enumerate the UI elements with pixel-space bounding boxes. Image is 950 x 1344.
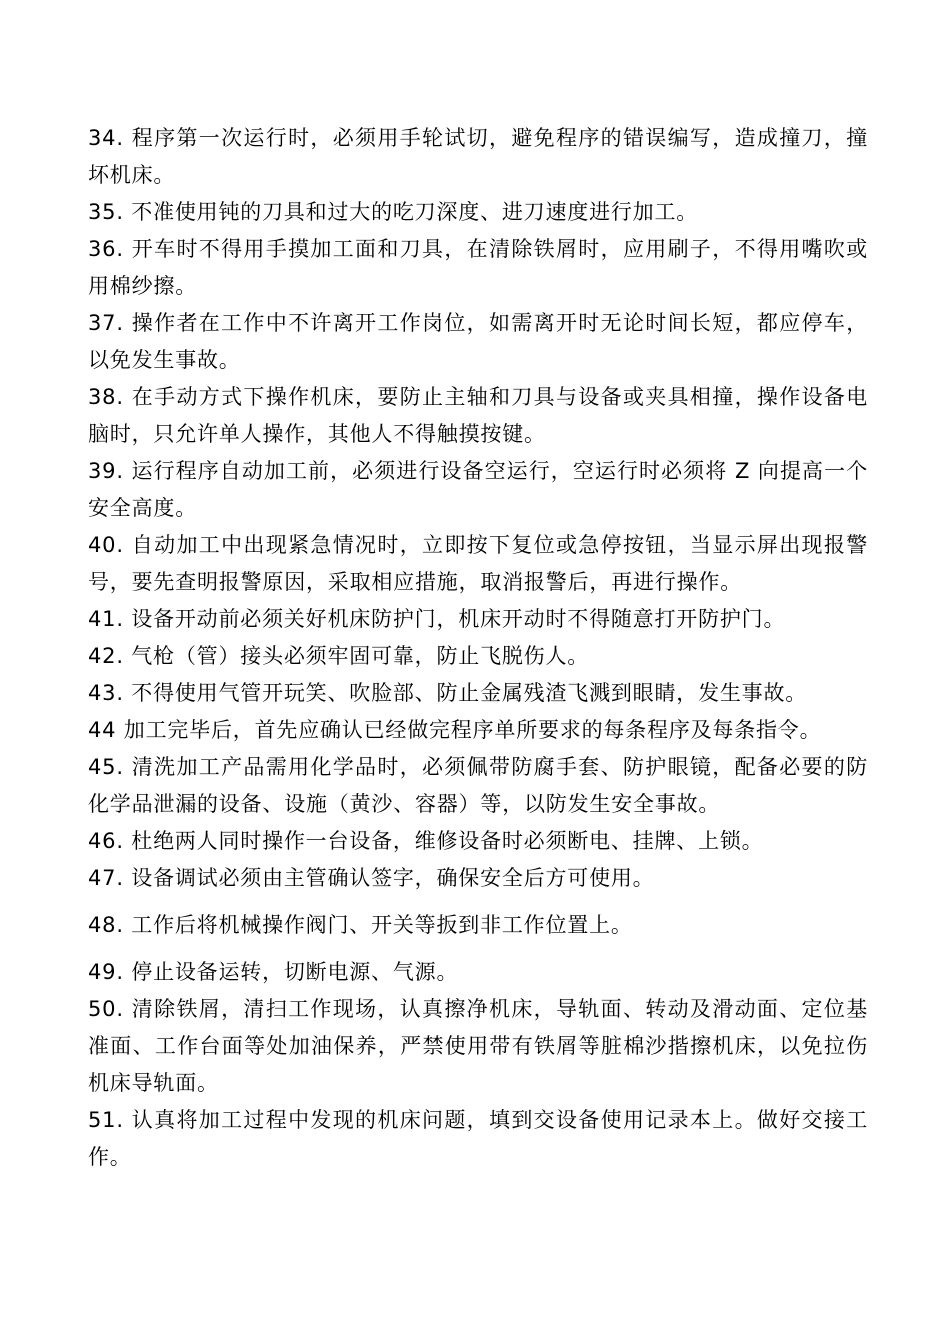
- rule-item-36: 36. 开车时不得用手摸加工面和刀具，在清除铁屑时，应用刷子，不得用嘴吹或用棉纱擦。: [88, 237, 868, 298]
- rule-item-46: 46. 杜绝两人同时操作一台设备，维修设备时必须断电、挂牌、上锁。: [88, 829, 764, 853]
- rule-item-50: 50. 清除铁屑，清扫工作现场，认真擦净机床，导轨面、转动及滑动面、定位基准面、工作台面等处加油保养，严禁使用带有铁屑等脏棉沙揩擦机床，以免拉伤机床导轨面。: [88, 997, 868, 1095]
- rule-item-40: 40. 自动加工中出现紧急情况时，立即按下复位或急停按钮，当显示屏出现报警号，要先查明报警原因，采取相应措施，取消报警后，再进行操作。: [88, 533, 868, 594]
- rule-item-41: 41. 设备开动前必须关好机床防护门，机床开动时不得随意打开防护门。: [88, 607, 786, 631]
- rule-item-37: 37. 操作者在工作中不许离开工作岗位，如需离开时无论时间长短，都应停车，以免发生事故。: [88, 311, 868, 372]
- rule-item-42: 42. 气枪（管）接头必须牢固可靠，防止飞脱伤人。: [88, 644, 590, 668]
- rule-item-44: 44 加工完毕后，首先应确认已经做完程序单所要求的每条程序及每条指令。: [88, 718, 822, 742]
- rule-item-43: 43. 不得使用气管开玩笑、吹脸部、防止金属残渣飞溅到眼睛，发生事故。: [88, 681, 808, 705]
- rule-item-51: 51. 认真将加工过程中发现的机床问题，填到交设备使用记录本上。做好交接工作。: [88, 1108, 868, 1169]
- rule-item-49: 49. 停止设备运转，切断电源、气源。: [88, 960, 459, 984]
- rule-item-38: 38. 在手动方式下操作机床，要防止主轴和刀具与设备或夹具相撞，操作设备电脑时，只允许单人操作，其他人不得触摸按键。: [88, 385, 868, 446]
- document-body: [88, 120, 868, 1176]
- rule-item-48: 48. 工作后将机械操作阀门、开关等扳到非工作位置上。: [88, 913, 633, 937]
- rule-item-34: 34. 程序第一次运行时，必须用手轮试切，避免程序的错误编写，造成撞刀，撞坏机床。: [88, 126, 868, 187]
- rule-item-45: 45. 清洗加工产品需用化学品时，必须佩带防腐手套、防护眼镜，配备必要的防化学品泄漏的设备、设施（黄沙、容器）等，以防发生安全事故。: [88, 755, 868, 816]
- rule-item-47: 47. 设备调试必须由主管确认签字，确保安全后方可使用。: [88, 866, 655, 890]
- rule-item-39: 39. 运行程序自动加工前，必须进行设备空运行，空运行时必须将 Z 向提高一个安全高度。: [88, 459, 868, 520]
- rule-item-35: 35. 不准使用钝的刀具和过大的吃刀深度、进刀速度进行加工。: [88, 200, 699, 224]
